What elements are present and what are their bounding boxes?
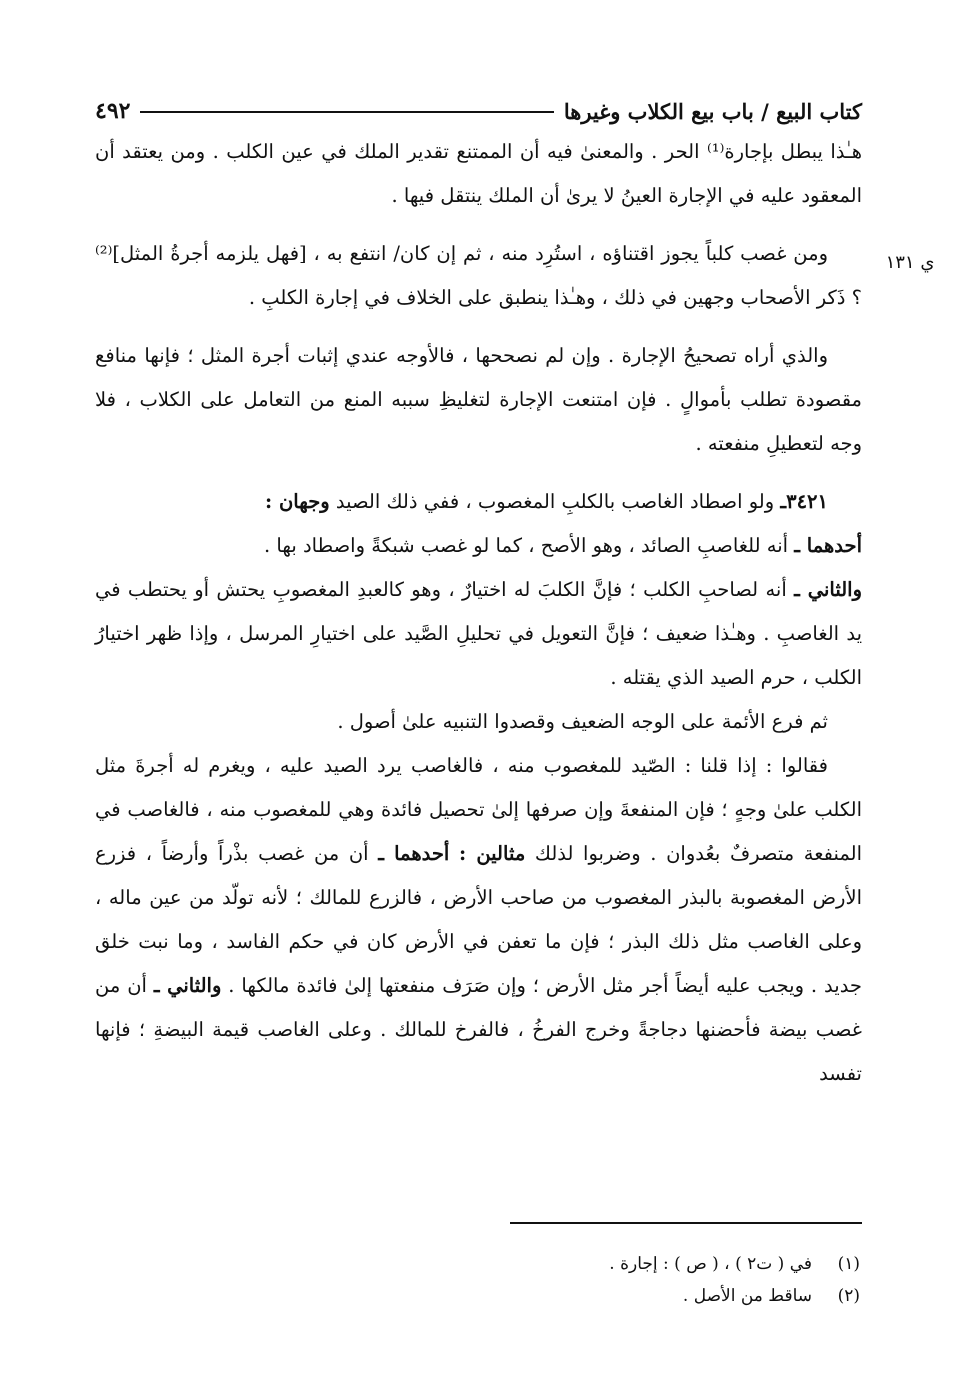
footnote-item [430, 1280, 860, 1312]
paragraph-8-text-a: فقالوا : إذا قلنا : الصّيد للمغصوب منه ، فالغاصب يرد الصيد عليه ، ويغرم له أجرةَ مثل الكلب علىٰ وجهٍ ؛ فإن المنفعةَ وإن صرفها إلىٰ تحصيل فائدة وهي للمغصوب منه ، فالغاصب في المنفعة متصرفٌ بعُدوان . وضربوا لذلك [95, 754, 862, 865]
paragraph-8-bold-a: مثالين : [458, 842, 526, 865]
footnote-text: في ( ت٢ ) ، ( ص ) : إجارة . [609, 1254, 812, 1274]
paragraph-8-text-b: أن من غصب بذْراً وأرضاً ، فزرع الأرض المغصوبة بالبذر المغصوب من صاحب الأرض ، فالزرع للمالك ؛ لأنه تولّد من عين ماله ، وعلى الغاصب مثل ذلك البذر ؛ فإن ما تعفن في الأرض كان في حكم الفاسد ، وما نبت خلق جديد . ويجب عليه أيضاً أجر مثل الأرض ؛ وإن صَرَف منفعتها إلىٰ فائدة مالكها . [95, 842, 862, 997]
paragraph-6 [95, 568, 862, 700]
section-number: ٣٤٢١ـ [780, 490, 828, 513]
paragraph-4 [95, 480, 862, 524]
paragraph-6-text: أنه لصاحبِ الكلب ؛ فإنَّ الكلبَ له اختيارٌ ، وهو كالعبدِ المغصوبِ يحتش أو يحتطب في يد الغاصبِ . وهـٰذا ضعيف ؛ فإنَّ التعويل في تحليلِ الصَّيد على اختيارِ المرسل ، وإذا ظهر اختيارُ الكلب ، حرم الصيد الذي يقتله . [95, 578, 862, 689]
footnote-number: (٢) [837, 1286, 860, 1306]
paragraph-2 [95, 232, 862, 320]
header-rule [140, 111, 553, 113]
second-view-label: والثاني ـ [794, 578, 862, 601]
paragraph-8 [95, 744, 862, 1096]
paragraph-8-bold-c: والثاني ـ [153, 974, 222, 997]
header-title: كتاب البيع / باب بيع الكلاب وغيرها [563, 99, 862, 124]
paragraph-7-text: ثم فرع الأئمة على الوجه الضعيف وقصدوا التنبيه علىٰ أصول . [337, 710, 828, 733]
paragraph-2-text: ومن غصب كلباً يجوز اقتناؤه ، استُرِد منه ، ثم إن كان/ انتفع به ، [فهل يلزمه أجرةُ المثل]⁽²⁾ ؟ ذَكر الأصحاب وجهين في ذلك ، وهـٰذا ينطبق على الخلاف في إجارة الكلبِ . [95, 242, 862, 309]
paragraph-8-text-c: أن من غصب بيضة فأحضنها دجاجةً وخرج الفرخُ ، فالفرخ للمالك . وعلى الغاصب قيمة البيضةِ ؛ فإنها تفسد [95, 974, 862, 1085]
footnote-text: ساقط من الأصل . [682, 1286, 812, 1306]
paragraph-4-text: ولو اصطاد الغاصب بالكلبِ المغصوب ، ففي ذلك الصيد [335, 490, 775, 513]
footnote-separator [510, 1222, 862, 1224]
paragraph-5-text: أنه للغاصبِ الصائد ، وهو الأصح ، كما لو غصب شبكةً واصطاد بها . [264, 534, 789, 557]
footnotes [430, 1248, 860, 1312]
paragraph-5 [95, 524, 862, 568]
paragraph-3-text: والذي أراه تصحيحُ الإجارة . وإن لم نصححها ، فالأوجه عندي إثبات أجرة المثل ؛ فإنها منافع مقصودة تطلب بأموالٍ . فإن امتنعت الإجارة لتغليظِ سببه المنع من التعامل على الكلاب ، فلا وجه لتعطيلِ منفعته . [95, 344, 862, 455]
paragraph-3 [95, 334, 862, 466]
margin-manuscript-ref: ي ١٣١ [885, 252, 935, 273]
footnote-number: (١) [837, 1254, 860, 1274]
running-header [95, 84, 862, 122]
first-view-label: أحدهما ـ [794, 534, 862, 557]
main-text [95, 130, 862, 1096]
paragraph-1: هـٰذا يبطل بإجارة⁽¹⁾ الحر . والمعنىٰ فيه أن الممتنع تقدير الملك في عين الكلب . ومن يعتقد أن المعقود عليه في الإجارة العينُ لا يرىٰ أن الملك ينتقل فيها . [95, 140, 862, 207]
paragraph-8-bold-b: أحدهما ـ [378, 842, 450, 865]
paragraph-7 [95, 700, 862, 744]
page-number: ٤٩٢ [95, 98, 131, 124]
paragraph-4-bold: وجهان : [264, 490, 330, 513]
footnote-item [430, 1248, 860, 1280]
